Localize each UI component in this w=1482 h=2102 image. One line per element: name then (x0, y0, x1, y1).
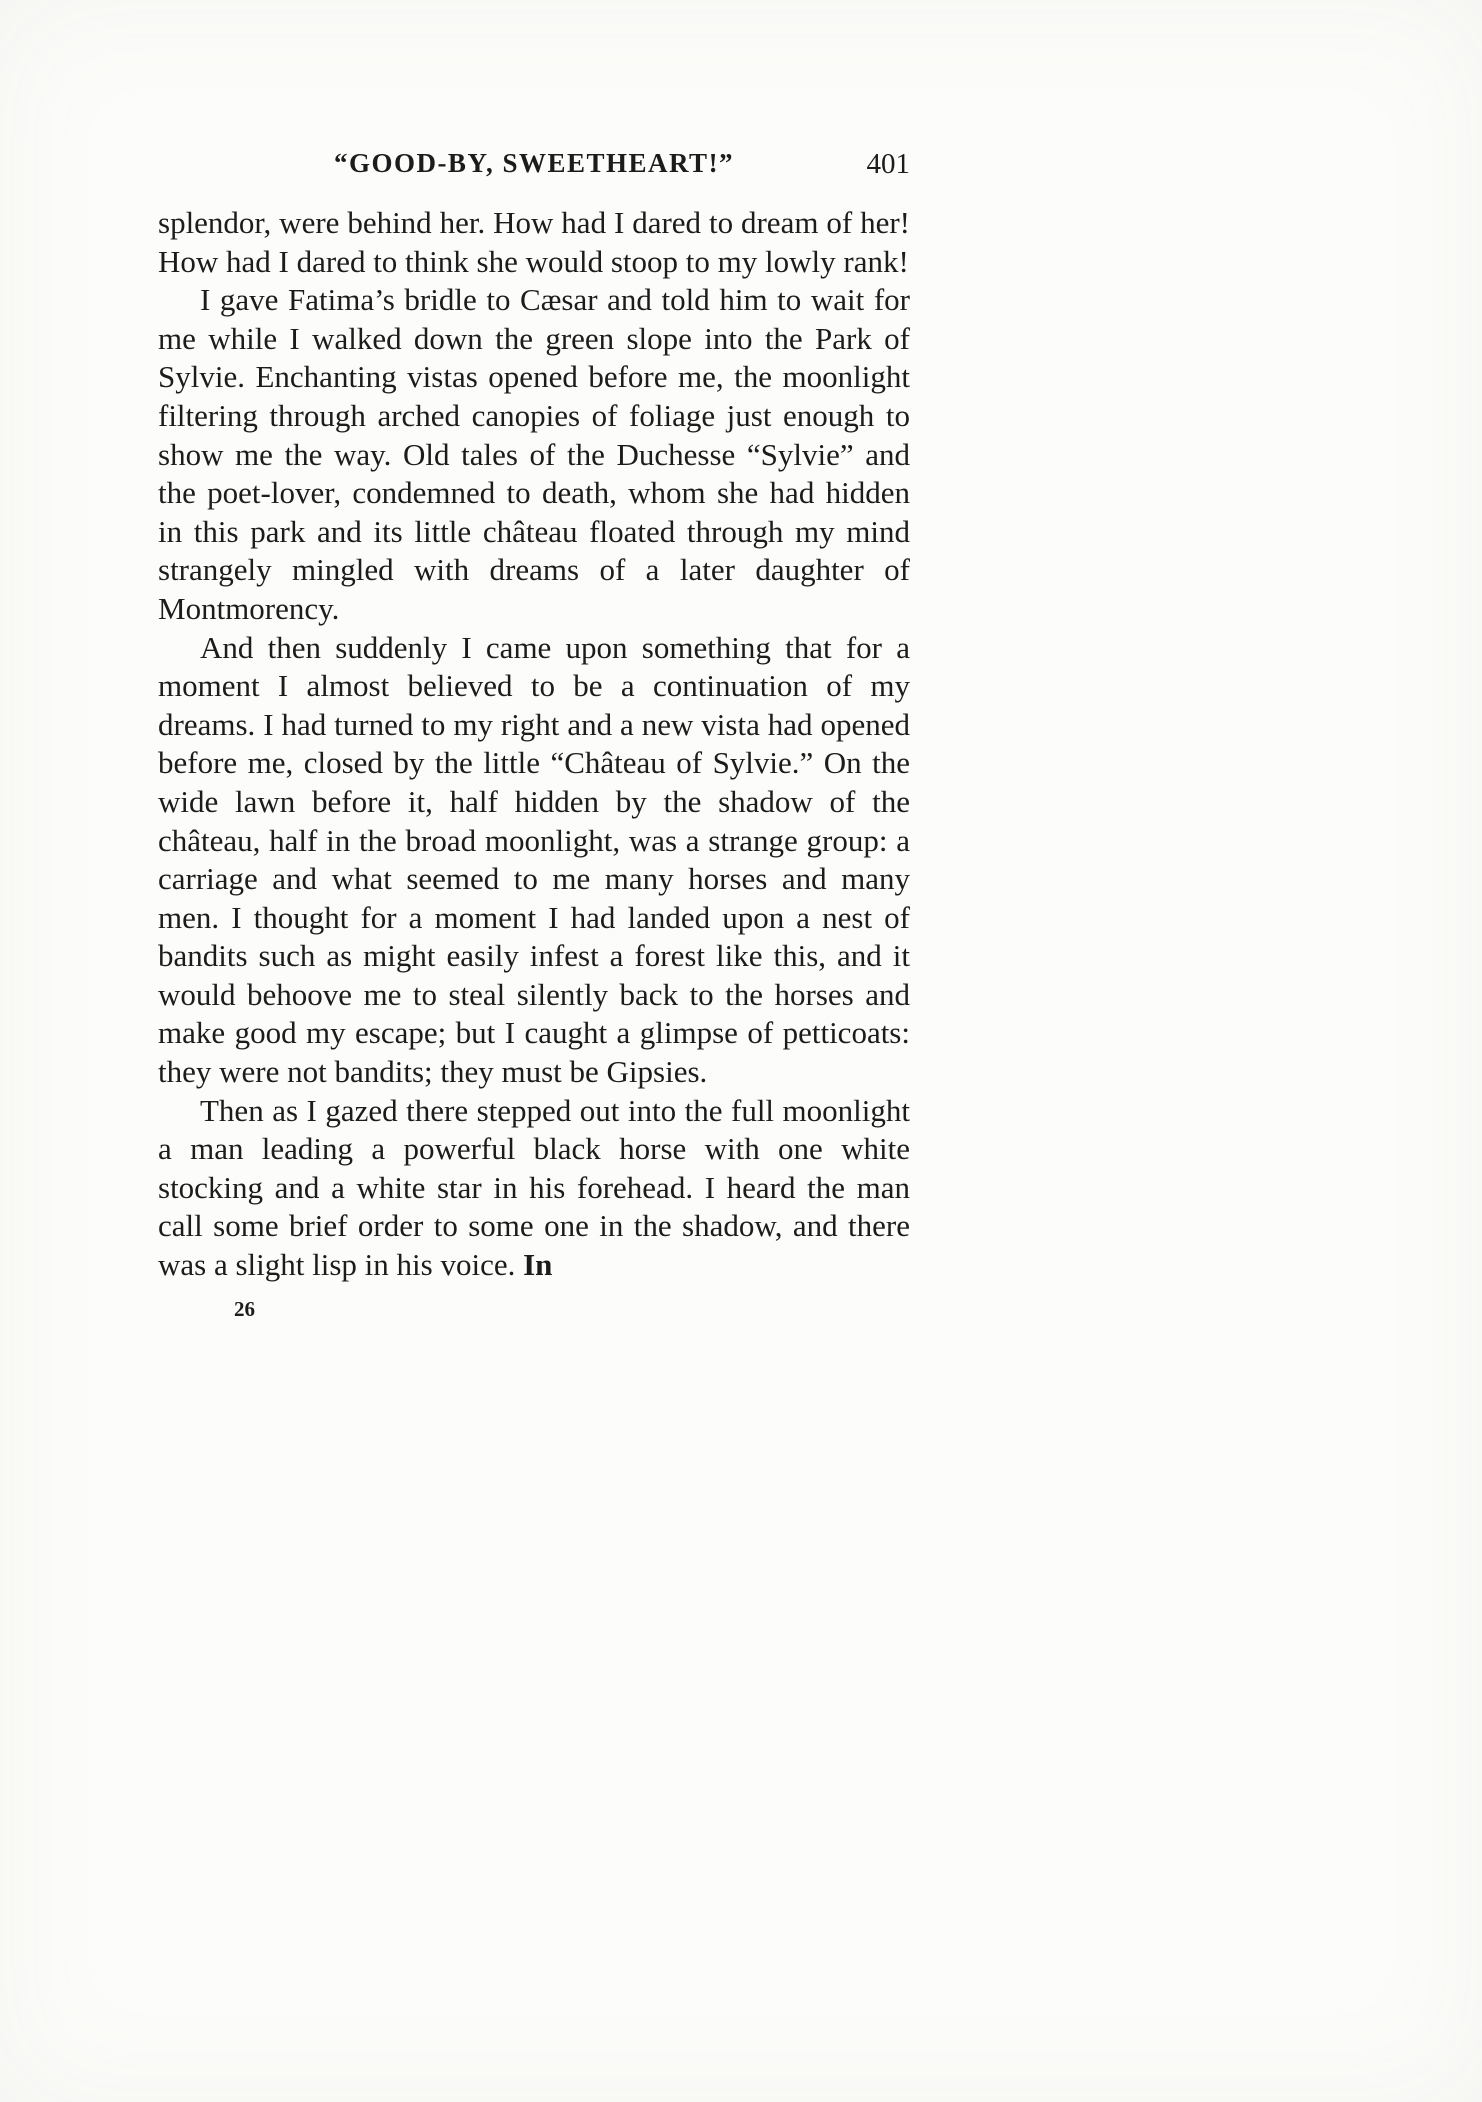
paragraph: I gave Fatima’s bridle to Cæsar and told him to wait for me while I walked down the green slope into the Park of Sylvie. Enchanting vistas opened before me, the moonlight filtering through arched canopies of foliage just enough to show me the way. Old tales of the Duchesse “Sylvie” and the poet-lover, condemned to death, whom she had hidden in this park and its little château floated through my mind strangely mingled with dreams of a later daughter of Montmorency. (158, 282, 910, 626)
catchword: In (523, 1247, 553, 1283)
page-number: 401 (866, 148, 910, 180)
page-title: “GOOD-BY, SWEETHEART!” (333, 148, 735, 178)
running-head (158, 148, 910, 188)
signature-mark: 26 (234, 1296, 255, 1321)
text-column (158, 148, 910, 1322)
paragraph-text: Then as I gazed there stepped out into the full moonlight a man leading a powerful black horse with one white stocking and a white star in his forehead. I heard the man call some brief order to some one in the shadow, and there was a slight lisp in his voice. (158, 1092, 910, 1283)
paragraph: And then suddenly I came upon something that for a moment I almost believed to be a continuation of my dreams. I had turned to my right and a new vista had opened before me, closed by the little “Château of Sylvie.” On the wide lawn before it, half hidden by the shadow of the château, half in the broad moonlight, was a strange group: a carriage and what seemed to me many horses and many men. I thought for a moment I had landed upon a nest of bandits such as might easily infest a forest like this, and it would behoove me to steal silently back to the horses and make good my escape; but I caught a glimpse of petticoats: they were not bandits; they must be Gipsies. (158, 629, 910, 1090)
body-text (158, 204, 910, 1285)
paragraph: splendor, were behind her. How had I dared to dream of her! How had I dared to think she would stoop to my lowly rank! (158, 205, 910, 279)
paragraph (158, 1092, 910, 1285)
